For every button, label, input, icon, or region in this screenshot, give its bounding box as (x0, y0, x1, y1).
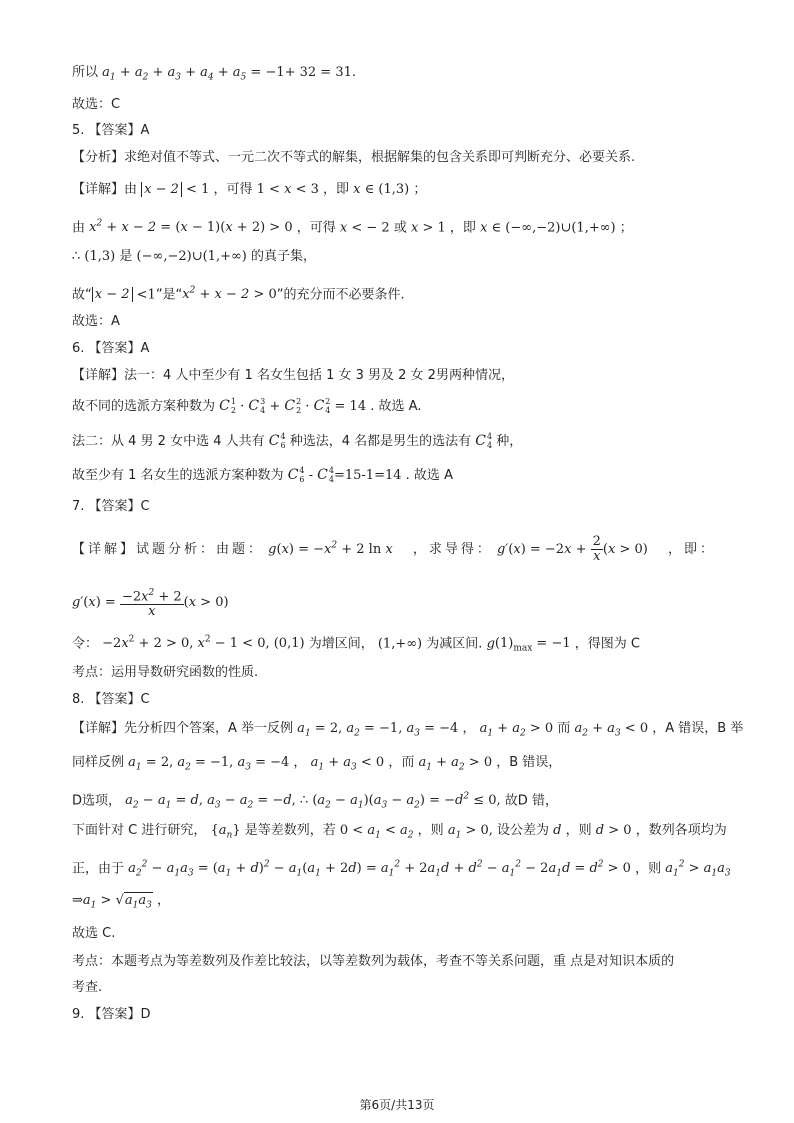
q5-choice: 故选：A (72, 314, 120, 329)
q7-detail-2: g′(x) = $\frac{-2x^2 + 2}{x}$ (x > 0) (72, 588, 229, 620)
q7-detail-1: 【详解】试题分析：由题： $g(x) = -x^2 + 2$ ln x ，求导得： g′(x) = −2x + $\frac{2}{x}$ (x > 0) ，即： (72, 534, 716, 564)
math-sum: $a_1 + a_2 + a_3 + a_4 + a_5 = -1+ 32 = 31$. (102, 65, 357, 83)
line-choice-c: 故选：C (72, 97, 121, 112)
q8-detail-3: D选项， $a_2 - a_1 = d$, $a_3 - a_2 = -d$, ∴ $(a_2 - a_1)(a_3 - a_2) = -d^2 \le 0$, 故D 错， (72, 792, 558, 811)
q5-detail-3: ∴ (1,3) 是 (−∞,−2)∪(1,+∞) 的真子集， (72, 249, 317, 264)
q8-answer: 8. 【答案】C (72, 692, 150, 707)
q6-method-2: 法二：从 4 男 2 女中选 4 人共有 C 4 6 种选法，4 名都是男生的选法有 C 4 4 种， (72, 432, 523, 450)
q5-detail-4: 故“ x − 2 <1”是“$x^2 + x - 2 > 0$”的充分而不必要条件. (72, 286, 405, 303)
math-abs: x − 2 (141, 182, 182, 197)
q8-detail-6: $\Rightarrow a_1 > √a_1a_3$ ， (72, 893, 171, 911)
q6-count-2: 故至少有 1 名女生的选派方案种数为 C 4 6 - C 4 4 =15-1=14 . 故选 A (72, 466, 453, 484)
q8-detail-2: 同样反例 $a_1 = 2$, $a_2 = -1$, $a_3 = -4$ ， $a_1 + a_3 < 0$ ，而 $a_1 + a_2 > 0$ ，B 错误， (72, 755, 562, 773)
q8-detail-5: 正，由于 $a_2^2 - a_1a_3 = (a_1 + d)^2 - a_1(a_1 + 2d) = a_1^2 + 2a_1d + d^2 - a_1^2 - 2a_1d = d^2 > 0$ ，则 $a_1^2 > a_1a_3$ (72, 860, 731, 879)
q5-detail-2: 由 $x^2 + x - 2 = (x - 1)(x + 2) > 0$ ，可得 x < − 2 或 x > 1 ，即 x ∈ (−∞,−2)∪(1,+∞) ； (72, 219, 633, 236)
q6-method-1: 【详解】法一：4 人中至少有 1 名女生包括 1 女 3 男及 2 女 2男两种情况， (72, 368, 514, 383)
q5-answer: 5. 【答案】A (72, 123, 150, 138)
page-footer: 第6页/共13页 (359, 1098, 435, 1112)
line-sum-result: 所以 $a_1 + a_2 + a_3 + a_4 + a_5 = -1+ 32 = 31$. (72, 65, 357, 83)
q8-detail-4: 下面针对 C 进行研究， $\{a_n\}$ 是等差数列，若 $0 < a_1 < a_2$ ，则 $a_1 > 0$, 设公差为 d ，则 d > 0 ，数列各项均为 (72, 823, 727, 841)
q9-answer: 9. 【答案】D (72, 1007, 151, 1022)
q6-answer: 6. 【答案】A (72, 341, 150, 356)
q6-count-1: 故不同的选派方案种数为 C 1 2 · C 3 4 + C 2 2 · C 2 4 = 14 . 故选 A. (72, 397, 422, 415)
q8-keypoint: 考点：本题考点为等差数列及作差比较法，以等差数列为载体，考查不等关系问题，重 点是对知识本质的 (72, 954, 675, 969)
q8-choice: 故选 C. (72, 926, 116, 941)
q7-keypoint: 考点：运用导数研究函数的性质. (72, 665, 259, 680)
q8-detail-1: 【详解】先分析四个答案，A 举一反例 $a_1 = 2$, $a_2 = -1$, $a_3 = -4$ ， $a_1 + a_2 > 0$ 而 $a_2 + a_3 < 0$ ，A 错误，B 举 (72, 721, 744, 739)
q5-detail-1: 【详解】由 x − 2 < 1 ，可得 1 < x < 3 ，即 x ∈ (1,3) ； (72, 182, 427, 197)
q8-keypoint-cont: 考查. (72, 980, 103, 995)
q5-analysis: 【分析】求绝对值不等式、一元二次不等式的解集，根据解集的包含关系即可判断充分、必要关系. (72, 150, 636, 165)
q7-answer: 7. 【答案】C (72, 499, 150, 514)
q7-detail-3: 令： $-2x^2 + 2 > 0$, $x^2 - 1 < 0$, (0,1) 为增区间， (1,+∞) 为减区间. $g(1)_{max} = -1$ ，得图为 C (72, 635, 640, 654)
